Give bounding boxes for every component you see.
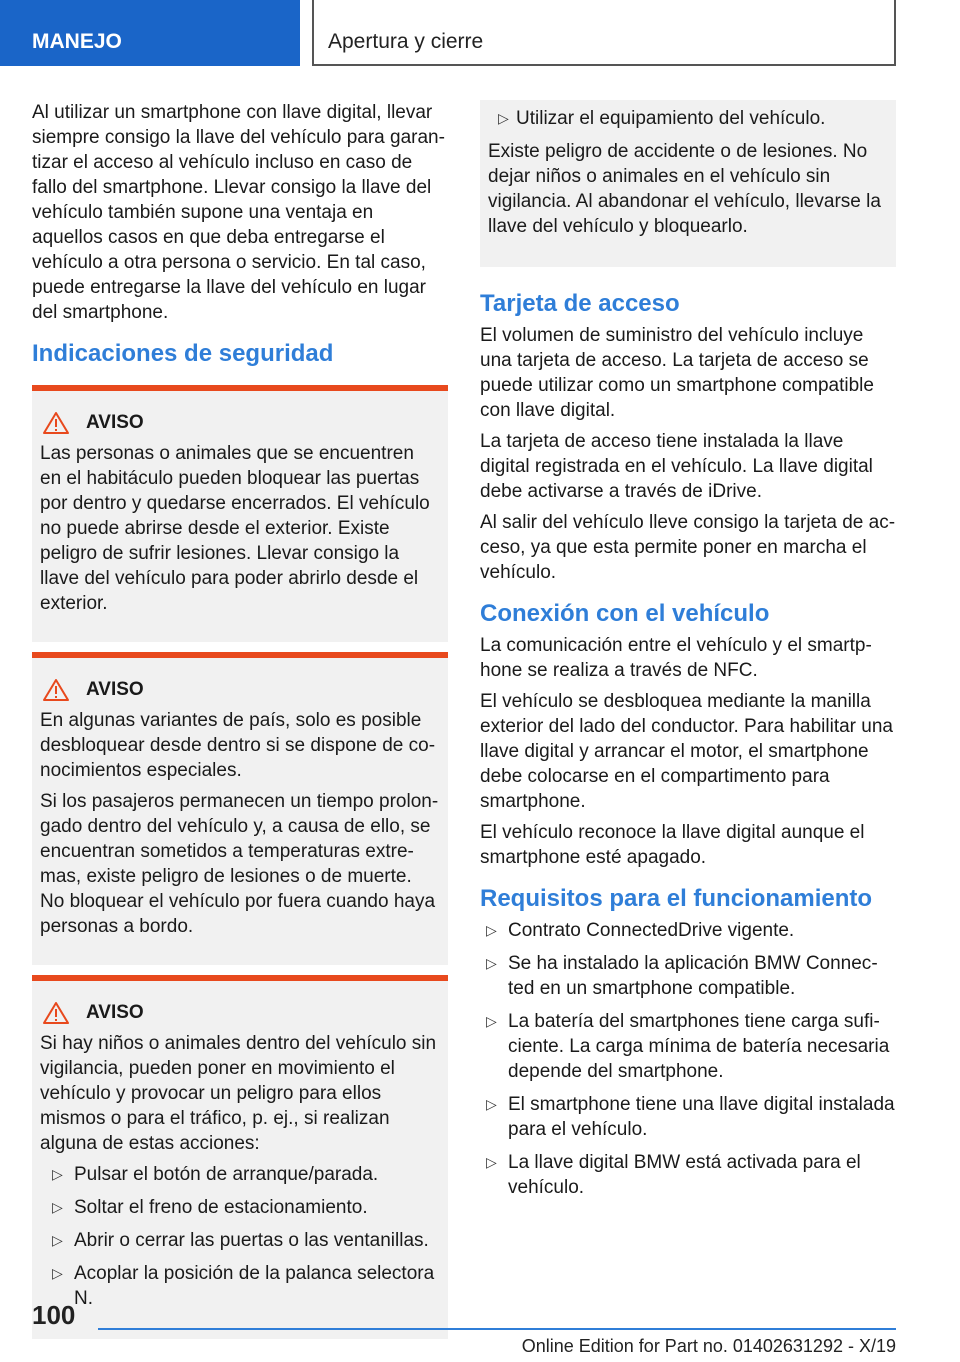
page-number: 100 <box>32 1300 76 1330</box>
connection-paragraph-3: El vehículo reconoce la llave digital aunque el smartphone esté apagado. <box>480 822 865 868</box>
connection-paragraph-2: El vehículo se desbloquea mediante la manilla exterior del lado del conductor. Para habilitar una llave digital y arrancar el motor, el smartphone debe colocarse en el compartimento para smartphone. <box>480 691 893 812</box>
list-item-text: Contrato ConnectedDrive vigente. <box>508 920 795 941</box>
warning-list <box>488 106 888 131</box>
triangle-bullet-icon: ▷ <box>486 1013 497 1029</box>
list-item-text: La batería del smartphones tiene carga suficiente. La carga mínima de batería necesaria depende del smartphone. <box>508 1011 890 1082</box>
list-item-text: Acoplar la posición de la palanca selectora N. <box>74 1263 435 1309</box>
triangle-bullet-icon: ▷ <box>52 1166 63 1182</box>
intro-paragraph: Al utilizar un smartphone con llave digital, llevar siempre consigo la llave del vehículo para garantizar el acceso al vehículo incluso en caso de fallo del smartphone. Llevar consigo la llave del vehículo también supone una ventaja en aquellos casos en que deba entregarse el vehículo a otra persona o servicio. En tal caso, puede entregarse la llave del vehículo en lugar del smartphone. <box>32 102 445 323</box>
requirements-heading: Requisitos para el funcionamiento <box>480 885 873 912</box>
warning-text: Si los pasajeros permanecen un tiempo prolongado dentro del vehículo y, a causa de ello, se encuentran sometidos a temperaturas extremas, existe peligro de lesiones o de muerte. No bloquear el vehículo por fuera cuando haya personas a bordo. <box>40 791 439 937</box>
list-item-text: El smartphone tiene una llave digital instalada para el vehículo. <box>508 1094 895 1140</box>
card-paragraph-2: La tarjeta de acceso tiene instalada la llave digital registrada en el vehículo. La llave digital debe activarse a través de iDrive. <box>480 431 873 502</box>
warning-header <box>40 411 440 435</box>
list-item-text: La llave digital BMW está activada para el vehículo. <box>508 1152 861 1198</box>
warning-box-1 <box>32 385 448 642</box>
list-item <box>480 951 896 1001</box>
safety-heading: Indicaciones de seguridad <box>32 340 334 367</box>
warning-title: AVISO <box>86 679 144 700</box>
triangle-bullet-icon: ▷ <box>52 1199 63 1215</box>
warning-triangle-icon <box>42 1001 70 1025</box>
triangle-bullet-icon: ▷ <box>486 922 497 938</box>
warning-text: Las personas o animales que se encuentren en el habitáculo pueden bloquear las puertas por dentro y quedarse encerrados. El vehículo no puede abrirse desde el exterior. Existe peligro de sufrir lesiones. Llevar consigo la llave del vehículo para poder abrirlo desde el exterior. <box>40 443 430 614</box>
card-heading: Tarjeta de acceso <box>480 290 680 317</box>
card-paragraph-3: Al salir del vehículo lleve consigo la tarjeta de acceso, ya que esta permite poner en marcha el vehículo. <box>480 512 896 583</box>
warning-continuation <box>480 100 896 267</box>
warning-box-2 <box>32 652 448 965</box>
section-title: MANEJO <box>0 0 300 66</box>
triangle-bullet-icon: ▷ <box>52 1232 63 1248</box>
warning-header <box>40 1001 440 1025</box>
triangle-bullet-icon: ▷ <box>486 1154 497 1170</box>
list-item-text: Abrir o cerrar las puertas o las ventanillas. <box>74 1230 429 1251</box>
list-item <box>46 1195 440 1220</box>
warning-list <box>40 1162 440 1311</box>
topic-title: Apertura y cierre <box>312 0 896 66</box>
list-item <box>46 1228 440 1253</box>
list-item <box>488 106 888 131</box>
list-item-text: Pulsar el botón de arranque/parada. <box>74 1164 379 1185</box>
warning-triangle-icon <box>42 411 70 435</box>
card-paragraph-1: El volumen de suministro del vehículo incluye una tarjeta de acceso. La tarjeta de acceso se puede utilizar como un smartphone compatible con llave digital. <box>480 325 874 421</box>
list-item <box>480 918 896 943</box>
list-item <box>46 1162 440 1187</box>
triangle-bullet-icon: ▷ <box>52 1265 63 1281</box>
warning-title: AVISO <box>86 412 144 433</box>
triangle-bullet-icon: ▷ <box>486 955 497 971</box>
list-item <box>480 1150 896 1200</box>
edition-text: Online Edition for Part no. 01402631292 - X/19 <box>521 1336 896 1356</box>
warning-box-3 <box>32 975 448 1339</box>
left-column <box>32 100 448 1339</box>
warning-text: Existe peligro de accidente o de lesiones. No dejar niños o animales en el vehículo sin vigilancia. Al abandonar el vehículo, llevarse la llave del vehículo y bloquearlo. <box>488 141 881 237</box>
requirements-list <box>480 918 896 1200</box>
right-column <box>480 100 896 1208</box>
footer-divider <box>98 1328 896 1330</box>
warning-text: Si hay niños o animales dentro del vehículo sin vigilancia, pueden poner en movimiento el vehículo y provocar un peligro para ellos mismos o para el tráfico, p. ej., si realizan alguna de estas acciones: <box>40 1033 437 1154</box>
list-item-text: Soltar el freno de estacionamiento. <box>74 1197 368 1218</box>
connection-paragraph-1: La comunicación entre el vehículo y el smartphone se realiza a través de NFC. <box>480 635 872 681</box>
list-item <box>480 1092 896 1142</box>
list-item-text: Se ha instalado la aplicación BMW Connected en un smartphone compatible. <box>508 953 878 999</box>
triangle-bullet-icon: ▷ <box>498 110 509 126</box>
warning-title: AVISO <box>86 1002 144 1023</box>
warning-text: En algunas variantes de país, solo es posible desbloquear desde dentro si se dispone de conocimientos especiales. <box>40 710 436 781</box>
connection-heading: Conexión con el vehículo <box>480 600 770 627</box>
page-header <box>0 0 960 66</box>
list-item-text: Utilizar el equipamiento del vehículo. <box>516 108 826 129</box>
warning-triangle-icon <box>42 678 70 702</box>
warning-header <box>40 678 440 702</box>
triangle-bullet-icon: ▷ <box>486 1096 497 1112</box>
list-item <box>46 1261 440 1311</box>
list-item <box>480 1009 896 1084</box>
